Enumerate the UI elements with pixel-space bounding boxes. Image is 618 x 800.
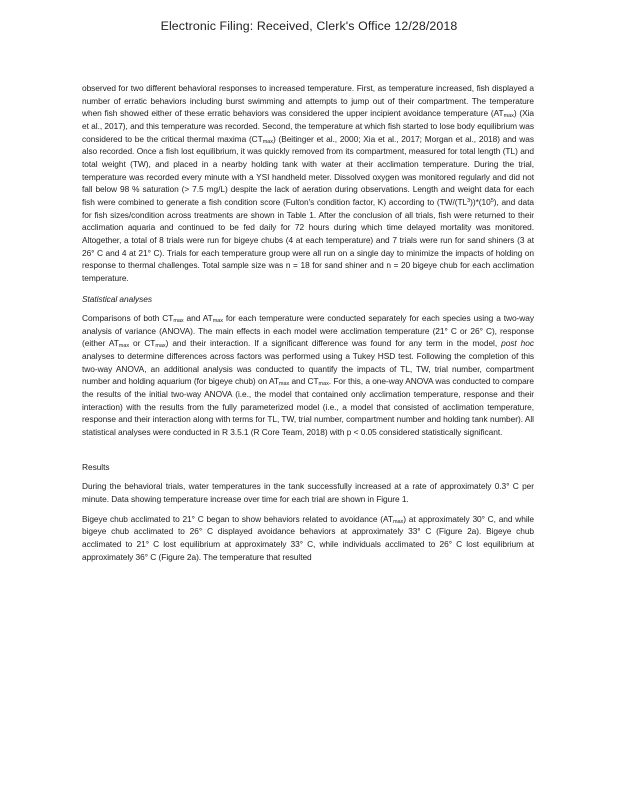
text-run: or CT [129,338,156,349]
subscript: max [503,113,514,120]
italic-term: post hoc [501,338,534,349]
subscript: max [278,381,290,388]
results-paragraph-2 [82,513,534,564]
subscript: max [173,318,184,325]
results-heading: Results [82,461,110,472]
text-run: ) (Beitinger et al., 2000; Xia et al., 2017; Morgan et al., 2018) and was also recorded. Once a fish lost equilibrium, it was quickly removed from its compartment, measured for total length (TL) and total weight (TW), and placed in a nearby holding tank with water at their acclimation temperature. During the trial, temperature was recorded every minute with a YSI handheld meter. Dissolved oxygen was monitored regularly and did not fall below 98 % saturation (> 7.5 mg/L) despite the lack of aeration during observations. Length and weight data for each fish were combined to generate a fish condition score (Fulton's condition factor, K) according to (TW/(TL [82,133,534,207]
filing-stamp-header: Electronic Filing: Received, Clerk's Office 12/28/2018 [160,19,458,33]
text-run: analyses to determine differences across factors was performed using a Tukey HSD test. Following the completion of this two-way ANOVA, an additional analysis was conducted to quantify the impacts of TL, TW, trial number, compartment number and holding aquarium (for bigeye chub) on AT [82,351,534,387]
subscript: max [212,318,223,325]
subscript: max [118,343,130,350]
subscript: max [318,381,329,388]
methods-paragraph [82,82,534,285]
text-run: Comparisons of both CT [82,313,174,324]
text-run: ))*(10 [470,196,491,207]
text-run: and AT [183,313,213,324]
text-run: ) and their interaction. If a significant difference was found for any term in the model, [165,338,502,349]
text-run: ) at approximately 30° C, and while bigeye chub acclimated to 26° C displayed avoidance behaviors at approximately 33° C (Figure 2a). Bigeye chub acclimated to 21° C lost equilibrium at approximately 33° C, while individuals acclimated to 26° C lost equilibrium at approximately 36° C (Figure 2a). The temperature that resulted [82,513,535,562]
superscript: 5 [490,197,494,204]
results-paragraph-1: During the behavioral trials, water temperatures in the tank successfully increased at a rate of approximately 0.3° C per minute. Data showing temperature increase over time for each trial are shown in Figure 1. [82,481,534,505]
subscript: max [155,343,166,350]
text-run: ), and data for fish sizes/condition across treatments are shown in Table 1. After the conclusion of all trials, fish were returned to their acclimation aquaria and continued to be fed daily for 72 hours during which time delayed mortality was monitored. Altogether, a total of 8 trials were run for bigeye chubs (4 at each temperature) and 7 trials were run for sand shiners (3 at 26° C and 4 at 21° C). Trials for each temperature group were all run on a single day to minimize the impacts of holding on response to thermal challenges. Total sample size was n = 18 for sand shiner and n = 20 bigeye chub for each acclimation temperature. [82,196,534,283]
superscript: 3 [467,197,471,204]
statistics-paragraph [82,312,534,439]
text-run: ) (Xia et al., 2017), and this temperature was recorded. Second, the temperature at which fish started to lose body equilibrium was considered to be the critical thermal maxima (CT [82,108,534,144]
text-run: for each temperature were conducted separately for each species using a two-way analysis of variance (ANOVA). The main effects in each model were acclimation temperature (21° C or 26° C), response (either AT [82,313,534,349]
subscript: max [392,518,404,525]
text-run: . For this, a one-way ANOVA was conducted to compare the results of the initial two-way ANOVA (i.e., the model that contained only acclimation temperature, response and their interaction) with the results from the fully parameterized model (i.e., a model that consisted of acclimation temperature, response and their interaction along with terms for TL, TW, trial number, compartment number and holding tank number). All statistical analyses were conducted in R 3.5.1 (R Core Team, 2018) with p < 0.05 considered statistically significant. [82,376,534,438]
text-run: and CT [289,376,319,387]
text-run: Bigeye chub acclimated to 21° C began to show behaviors related to avoidance (AT [82,513,393,524]
text-run: observed for two different behavioral responses to increased temperature. First, as temperature increased, fish displayed a number of erratic behaviors including burst swimming and attempts to jump out of their compartment. The temperature when fish showed either of these erratic behaviors was considered the upper incipient avoidance temperature (AT [82,83,534,119]
document-body [82,82,534,563]
subscript: max [262,138,273,145]
statistical-analyses-heading: Statistical analyses [82,293,152,304]
